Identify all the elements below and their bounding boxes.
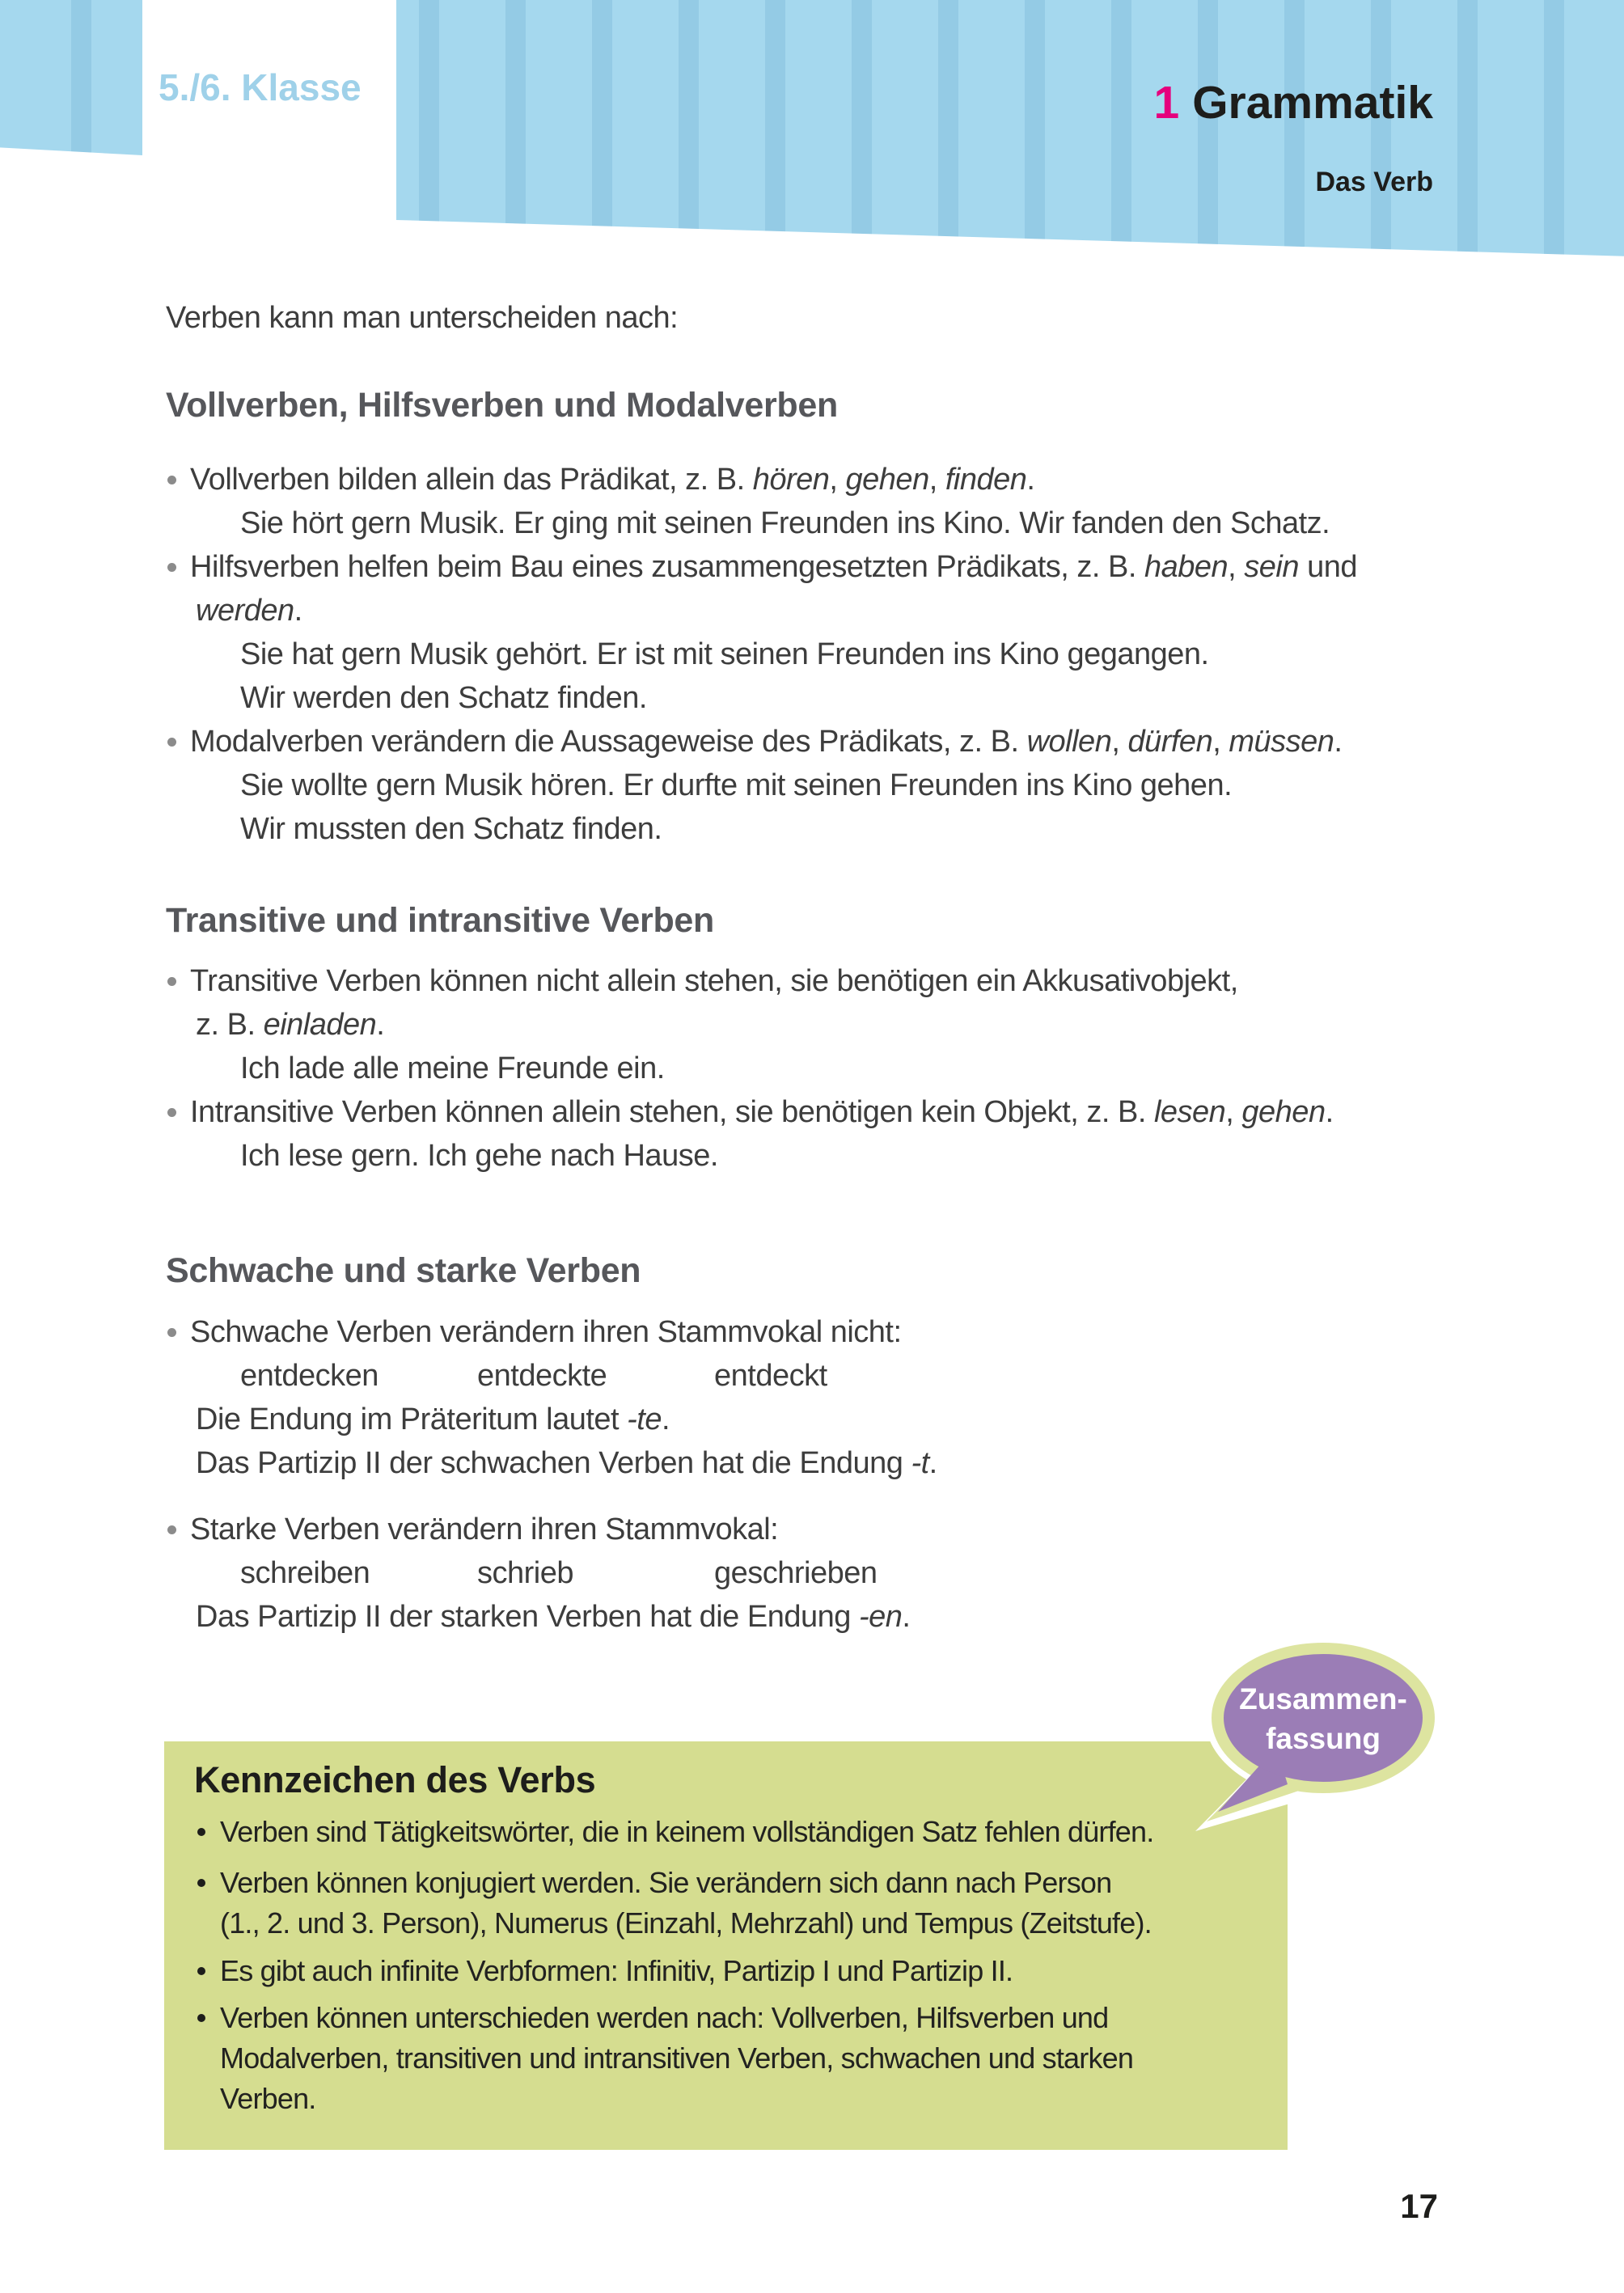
text-line	[166, 1398, 1444, 1441]
verb-example-italic: -te	[627, 1402, 662, 1436]
text-run: .	[1026, 463, 1035, 497]
text-run: Sie wollte gern Musik hören. Er durfte mit seinen Freunden ins Kino gehen.	[240, 768, 1233, 802]
grade-label: 5./6. Klasse	[159, 66, 362, 108]
text-run: ,	[1111, 725, 1128, 759]
bullet-dot	[197, 2014, 205, 2022]
verb-example-italic: einladen	[263, 1008, 377, 1042]
text-run: .	[928, 1446, 937, 1480]
text-run: Wir werden den Schatz finden.	[240, 681, 647, 715]
bullet-dot	[197, 1967, 205, 1975]
text-line	[164, 1951, 1288, 1991]
text-run: ,	[1212, 725, 1229, 759]
text-run: Das Partizip II der schwachen Verben hat die Endung	[196, 1446, 911, 1480]
text-line	[164, 2038, 1288, 2079]
text-run: .	[376, 1008, 385, 1042]
text-run: Starke Verben verändern ihren Stammvokal:	[190, 1512, 779, 1546]
text-run: Sie hört gern Musik. Er ging mit seinen Freunden ins Kino. Wir fanden den Schatz.	[240, 506, 1330, 540]
chapter-title: Grammatik	[1192, 77, 1433, 129]
verb-form-column: geschrieben	[714, 1556, 878, 1590]
text-run: Ich lese gern. Ich gehe nach Hause.	[240, 1139, 718, 1173]
section-lines	[166, 458, 1444, 851]
text-run: Das Partizip II der starken Verben hat die Endung	[196, 1600, 859, 1634]
text-run: ,	[1225, 1095, 1242, 1129]
summary-box-heading: Kennzeichen des Verbs	[194, 1759, 596, 1800]
text-run: Wir mussten den Schatz finden.	[240, 812, 662, 846]
text-run: Verben.	[220, 2082, 316, 2115]
verb-form-column: schreiben	[240, 1556, 370, 1590]
text-line	[166, 959, 1444, 1003]
summary-bubble-body	[1224, 1654, 1423, 1782]
verb-example-italic: finden	[945, 463, 1027, 497]
text-line	[166, 632, 1444, 676]
text-line	[166, 807, 1444, 851]
text-run: ,	[829, 463, 846, 497]
text-run: Verben können unterschieden werden nach: Vollverben, Hilfsverben und	[220, 2001, 1109, 2034]
text-run: Hilfsverben helfen beim Bau eines zusammengesetzten Prädikats, z. B.	[190, 550, 1144, 584]
text-line	[164, 2079, 1288, 2119]
summary-box-item	[164, 1998, 1288, 2119]
text-run: Sie hat gern Musik gehört. Er ist mit seinen Freunden ins Kino gegangen.	[240, 637, 1209, 671]
summary-box-items	[164, 1812, 1288, 2119]
summary-bubble-label-line1: Zusammen-	[1239, 1682, 1407, 1716]
header-banner-main	[396, 0, 1624, 259]
verb-example-italic: -en	[858, 1600, 903, 1634]
verb-example-italic: gehen	[845, 463, 929, 497]
section-heading: Schwache und starke Verben	[166, 1251, 641, 1290]
verb-example-italic: lesen	[1153, 1095, 1226, 1129]
text-run: Es gibt auch infinite Verbformen: Infinitiv, Partizip I und Partizip II.	[220, 1954, 1013, 1987]
verb-example-italic: gehen	[1241, 1095, 1326, 1129]
text-run: .	[902, 1600, 911, 1634]
text-run: .	[662, 1402, 670, 1436]
bullet-dot	[167, 1525, 176, 1534]
text-run: Transitive Verben können nicht allein stehen, sie benötigen ein Akkusativobjekt,	[190, 964, 1238, 998]
verb-form-column: entdeckte	[477, 1359, 607, 1393]
text-line	[164, 1863, 1288, 1903]
bullet-dot	[167, 563, 176, 572]
section-lines	[166, 1310, 1444, 1639]
summary-box-item	[164, 1812, 1288, 1852]
text-run: Ich lade alle meine Freunde ein.	[240, 1051, 665, 1085]
sections	[166, 383, 1444, 1639]
summary-box-item	[164, 1951, 1288, 1991]
text-run: .	[1325, 1095, 1334, 1129]
summary-box	[164, 1741, 1288, 2150]
text-line	[166, 501, 1444, 545]
verb-example-italic: müssen	[1229, 725, 1334, 759]
content-column	[166, 296, 1444, 1639]
section-heading: Vollverben, Hilfsverben und Modalverben	[166, 386, 838, 425]
verb-example-italic: -t	[911, 1446, 929, 1480]
text-line	[166, 1310, 1444, 1354]
text-run: Modalverben, transitiven und intransitiven Verben, schwachen und starken	[220, 2041, 1134, 2075]
text-run: Modalverben verändern die Aussageweise des Prädikats, z. B.	[190, 725, 1027, 759]
bullet-dot	[197, 1828, 205, 1836]
verb-form-column: schrieb	[477, 1556, 573, 1590]
page-number: 17	[1400, 2187, 1438, 2225]
text-line	[166, 1047, 1444, 1090]
bullet-dot	[167, 1108, 176, 1117]
text-line	[166, 458, 1444, 501]
text-line	[166, 1134, 1444, 1178]
verb-example-italic: werden	[196, 594, 294, 628]
header-banner-left-block	[0, 0, 142, 155]
text-line	[166, 676, 1444, 720]
text-run: (1., 2. und 3. Person), Numerus (Einzahl, Mehrzahl) und Tempus (Zeitstufe).	[220, 1906, 1152, 1940]
text-run: .	[294, 594, 302, 628]
verb-example-italic: dürfen	[1127, 725, 1213, 759]
text-line	[164, 1812, 1288, 1852]
text-run: ,	[928, 463, 945, 497]
chapter-number: 1	[1153, 77, 1180, 129]
section-heading: Transitive und intransitive Verben	[166, 901, 715, 940]
bullet-dot	[167, 738, 176, 747]
bullet-dot	[167, 476, 176, 484]
text-run: Vollverben bilden allein das Prädikat, z. B.	[190, 463, 753, 497]
bullet-dot	[167, 977, 176, 986]
text-run: .	[1334, 725, 1343, 759]
text-run: Verben können konjugiert werden. Sie verändern sich dann nach Person	[220, 1866, 1112, 1899]
text-line	[166, 545, 1444, 589]
text-line	[166, 1441, 1444, 1485]
text-line	[166, 1003, 1444, 1047]
bullet-dot	[197, 1879, 205, 1887]
summary-bubble	[1157, 1618, 1496, 1860]
text-line	[164, 1903, 1288, 1944]
verb-example-italic: sein	[1244, 550, 1300, 584]
text-run: und	[1299, 550, 1357, 584]
text-run: Schwache Verben verändern ihren Stammvokal nicht:	[190, 1315, 902, 1349]
intro-paragraph: Verben kann man unterscheiden nach:	[166, 301, 679, 335]
bullet-dot	[167, 1328, 176, 1337]
text-line	[166, 720, 1444, 764]
verb-example-italic: wollen	[1026, 725, 1112, 759]
text-line	[166, 764, 1444, 807]
chapter-subtitle: Das Verb	[1315, 167, 1433, 197]
summary-bubble-label-line2: fassung	[1266, 1722, 1381, 1755]
text-run: Die Endung im Präteritum lautet	[196, 1402, 628, 1436]
summary-box-item	[164, 1863, 1288, 1944]
section-lines	[166, 959, 1444, 1178]
verb-example-italic: hören	[752, 463, 830, 497]
text-line	[164, 1998, 1288, 2038]
text-line	[166, 1551, 1444, 1595]
text-run: Verben sind Tätigkeitswörter, die in keinem vollständigen Satz fehlen dürfen.	[220, 1815, 1154, 1848]
text-run: z. B.	[196, 1008, 264, 1042]
text-line	[166, 1090, 1444, 1134]
verb-form-column: entdeckt	[714, 1359, 827, 1393]
text-run: Intransitive Verben können allein stehen, sie benötigen kein Objekt, z. B.	[190, 1095, 1154, 1129]
text-line	[166, 589, 1444, 632]
text-line	[166, 1354, 1444, 1398]
verb-form-column: entdecken	[240, 1359, 379, 1393]
verb-example-italic: haben	[1144, 550, 1229, 584]
text-run: ,	[1228, 550, 1245, 584]
chapter-heading	[1153, 76, 1433, 129]
text-line	[166, 1508, 1444, 1551]
